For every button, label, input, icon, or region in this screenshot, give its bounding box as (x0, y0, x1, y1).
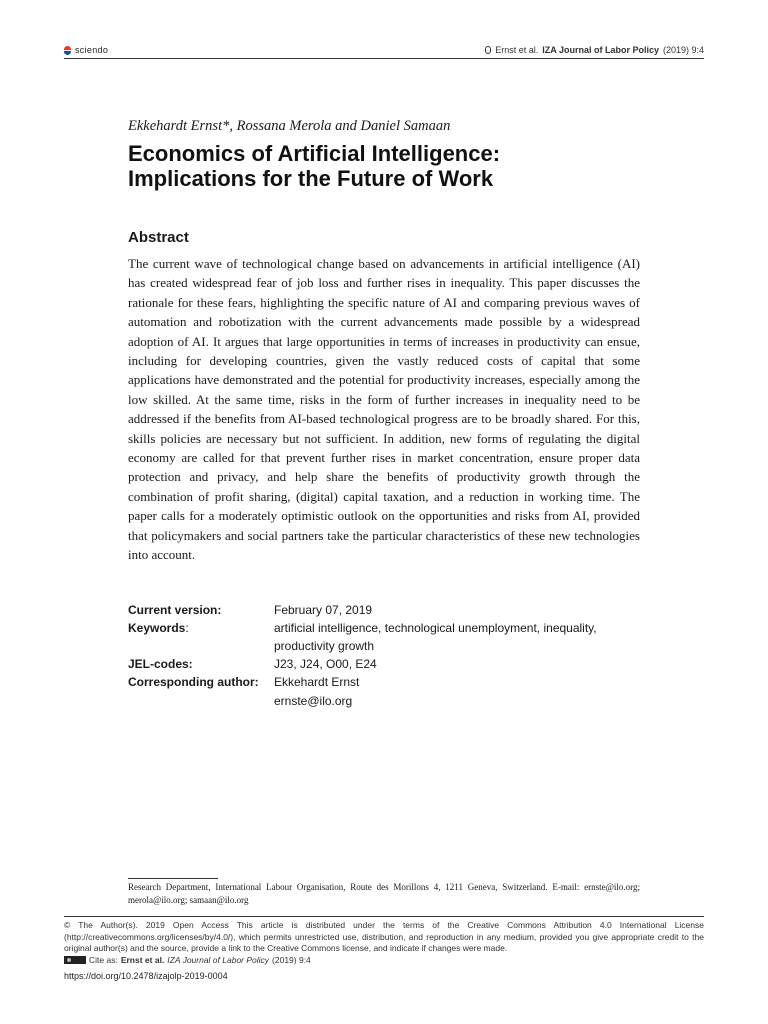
article-metadata (128, 601, 640, 710)
current-version-label: Current version: (128, 602, 222, 617)
license-statement: © The Author(s). 2019 Open Access This article is distributed under the terms of the Creative Commons Attribution 4.0 International License (http://creativecommons.org/licenses/by/4.0/), which permits unrestricted use, distribution, and reproduction in any medium, provided you give appropriate credit to the original author(s) and the source, provide a link to the Creative Commons license, and indicate if changes were made. (64, 920, 704, 954)
running-citation (485, 45, 704, 55)
jel-codes-value: J23, J24, O00, E24 (274, 657, 377, 672)
keywords-label: Keywords (128, 620, 186, 635)
keywords-value: artificial intelligence, technological unemployment, inequality, productivity growth (274, 620, 597, 653)
affiliation-footnote: Research Department, International Labour Organisation, Route des Morillons 4, 1211 Geneva, Switzerland. E-mail: ernste@ilo.org; merola@ilo.org; samaan@ilo.org (128, 882, 640, 905)
cite-as-prefix: Cite as: (89, 955, 118, 965)
running-citation-journal: IZA Journal of Labor Policy (542, 45, 659, 55)
cite-as-authors: Ernst et al. (120, 955, 165, 965)
open-access-icon (485, 46, 491, 54)
metadata-spacer (128, 692, 274, 710)
doi-link[interactable]: https://doi.org/10.2478/izajolp-2019-0004 (64, 971, 228, 981)
license-divider (64, 916, 704, 917)
keywords-colon: : (185, 620, 189, 635)
corresponding-author-email[interactable]: ernste@ilo.org (274, 693, 353, 708)
article-title (128, 141, 640, 191)
cite-as-journal: IZA Journal of Labor Policy (167, 955, 270, 965)
creative-commons-badge-icon (64, 956, 86, 964)
running-citation-authors: Ernst et al. (495, 45, 539, 55)
corresponding-author-label: Corresponding author: (128, 675, 259, 690)
cite-as-year: (2019) 9:4 (272, 955, 311, 965)
sciendo-logo-icon (64, 46, 71, 55)
current-version-value: February 07, 2019 (274, 602, 373, 617)
cite-as-line (64, 955, 311, 965)
keywords-label-group (128, 619, 274, 655)
abstract-text: The current wave of technological change based on advancements in artificial intelligence (AI) has created widespread fear of job loss and further rises in inequality. This paper discusses the rationale for these fears, highlighting the specific nature of AI and comparing previous waves of automation and robotization with the current advancements made possible by a widespread adoption of AI. It argues that large opportunities in terms of increases in productivity can ensue, including for developing countries, given the vastly reduced costs of capital that some applications have demonstrated and the potential for productivity increases, especially among the low skilled. At the same time, risks in the form of further increases in inequality need to be addressed if the benefits from AI-based technological progress are to be broadly shared. For this, skills policies are necessary but not sufficient. In addition, new forms of regulating the digital economy are called for that prevent further rises in market concentration, ensure proper data protection and privacy, and help share the benefits of productivity growth through the combination of profit sharing, (digital) capital taxation, and a reduction in working time. The paper calls for a moderately optimistic outlook on the opportunities and risks from AI, provided that policymakers and social partners take the particular characteristics of these new technologies into account. (128, 256, 640, 563)
author-list: Ekkehardt Ernst*, Rossana Merola and Daniel Samaan (128, 118, 451, 134)
page-header (64, 42, 704, 58)
abstract-heading: Abstract (128, 229, 189, 246)
header-divider (64, 58, 704, 59)
running-citation-year: (2019) 9:4 (662, 45, 704, 55)
footnote-divider (128, 878, 218, 879)
jel-codes-label: JEL-codes: (128, 657, 193, 672)
article-title-line-1: Economics of Artificial Intelligence: (128, 141, 501, 166)
publisher-name: sciendo (75, 45, 109, 55)
corresponding-author-name: Ekkehardt Ernst (274, 675, 360, 690)
publisher-brand (64, 45, 108, 55)
article-title-line-2: Implications for the Future of Work (128, 166, 494, 191)
article-front-matter (128, 118, 640, 710)
